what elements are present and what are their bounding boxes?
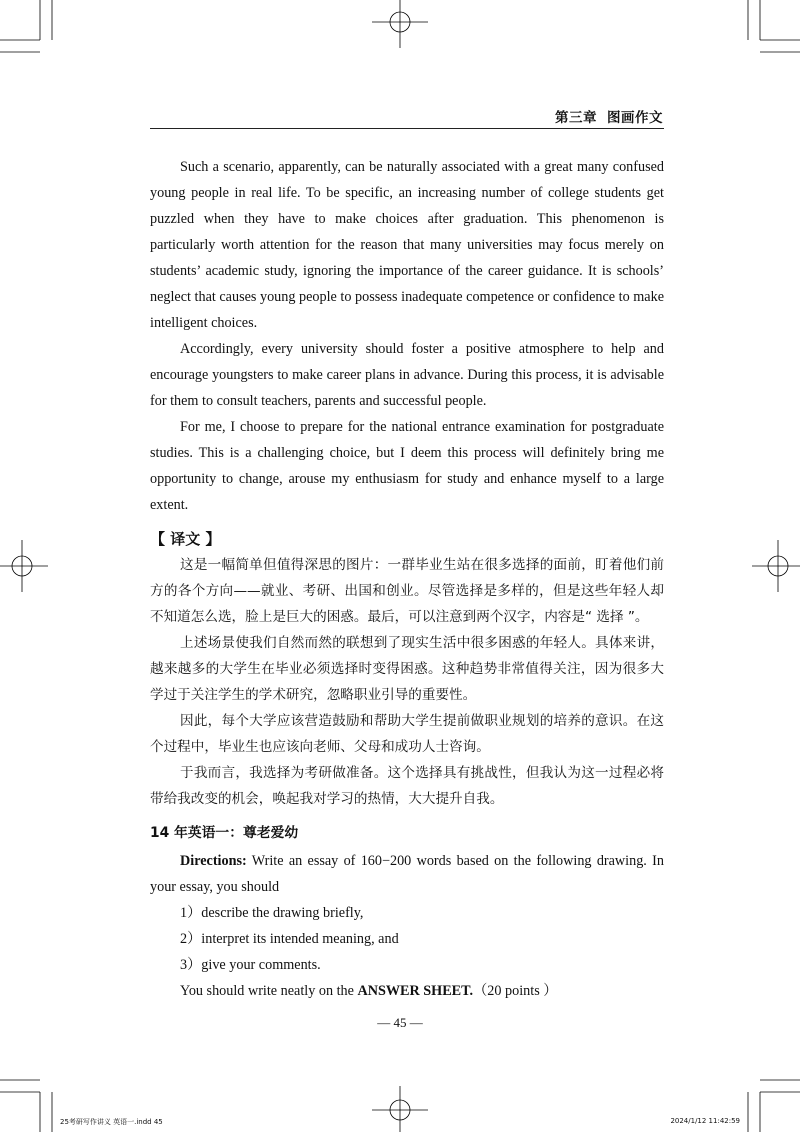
translation-paragraph-2: 上述场景使我们自然而然的联想到了现实生活中很多困惑的年轻人。具体来讲，越来越多的大学生在毕业必须选择时变得困惑。这种趋势非常值得关注，因为很多大学过于关注学生的学术研究，忽略职业引导的重要性。: [150, 635, 664, 703]
translation-paragraph-3: 因此，每个大学应该营造鼓励和帮助大学生提前做职业规划的培养的意识。在这个过程中，毕业生也应该向老师、父母和成功人士咨询。: [150, 713, 664, 755]
closing-instruction: [150, 978, 664, 1004]
translation-paragraph-1: 这是一幅简单但值得深思的图片：一群毕业生站在很多选择的面前，盯着他们前方的各个方向——就业、考研、出国和创业。尽管选择是多样的，但是这些年轻人却不知道怎么选，脸上是巨大的困惑。最后，可以注意到两个汉字，内容是“ 选择 ”。: [150, 557, 664, 625]
page-number: — 45 —: [377, 1015, 423, 1030]
essay-paragraph-3: For me, I choose to prepare for the national entrance examination for postgraduate studies. This is a challenging choice, but I deem this process will definitely bring me opportunity to change, arouse my enthusiasm for study and enhance myself to a large extent.: [150, 419, 664, 513]
chapter-label: 第三章: [555, 110, 597, 126]
running-header: [545, 106, 663, 126]
answer-sheet-label: ANSWER SHEET.: [357, 983, 474, 999]
directions-label: Directions:: [180, 853, 247, 869]
direction-item-3: 3）give your comments.: [180, 957, 321, 973]
timestamp-slug: 2024/1/12 11:42:59: [670, 1117, 740, 1125]
directions-paragraph: [150, 848, 664, 900]
directions-text: Write an essay of 160−200 words based on the following drawing. In your essay, you should: [150, 853, 664, 895]
translation-paragraph-4: 于我而言，我选择为考研做准备。这个选择具有挑战性，但我认为这一过程必将带给我改变的机会，唤起我对学习的热情，大大提升自我。: [150, 765, 664, 807]
file-slug: 25考研写作讲义 英语一.indd 45: [60, 1118, 163, 1126]
translation-heading: 【 译文 】: [150, 530, 221, 548]
direction-item-1: 1）describe the drawing briefly,: [180, 905, 364, 921]
section-heading: 14 年英语一：尊老爱幼: [150, 825, 299, 841]
header-rule: [150, 128, 664, 129]
essay-paragraph-2: Accordingly, every university should foster a positive atmosphere to help and encourage youngsters to make career plans in advance. During this process, it is advisable for them to consult teachers, parents and successful people.: [150, 341, 664, 409]
points-note: （20 points ）: [473, 983, 558, 999]
main-content: [150, 154, 664, 1004]
closing-prefix: You should write neatly on the: [180, 983, 358, 999]
chapter-title: 图画作文: [607, 110, 663, 126]
direction-item-2: 2）interpret its intended meaning, and: [180, 931, 399, 947]
essay-paragraph-1: Such a scenario, apparently, can be naturally associated with a great many confused young people in real life. To be specific, an increasing number of college students get puzzled when they have to make choices after graduation. This phenomenon is particularly worth attention for the reason that many universities may focus merely on students’ academic study, ignoring the importance of the career guidance. It is schools’ neglect that causes young people to possess inadequate competence or confidence to make intelligent choices.: [150, 159, 664, 331]
